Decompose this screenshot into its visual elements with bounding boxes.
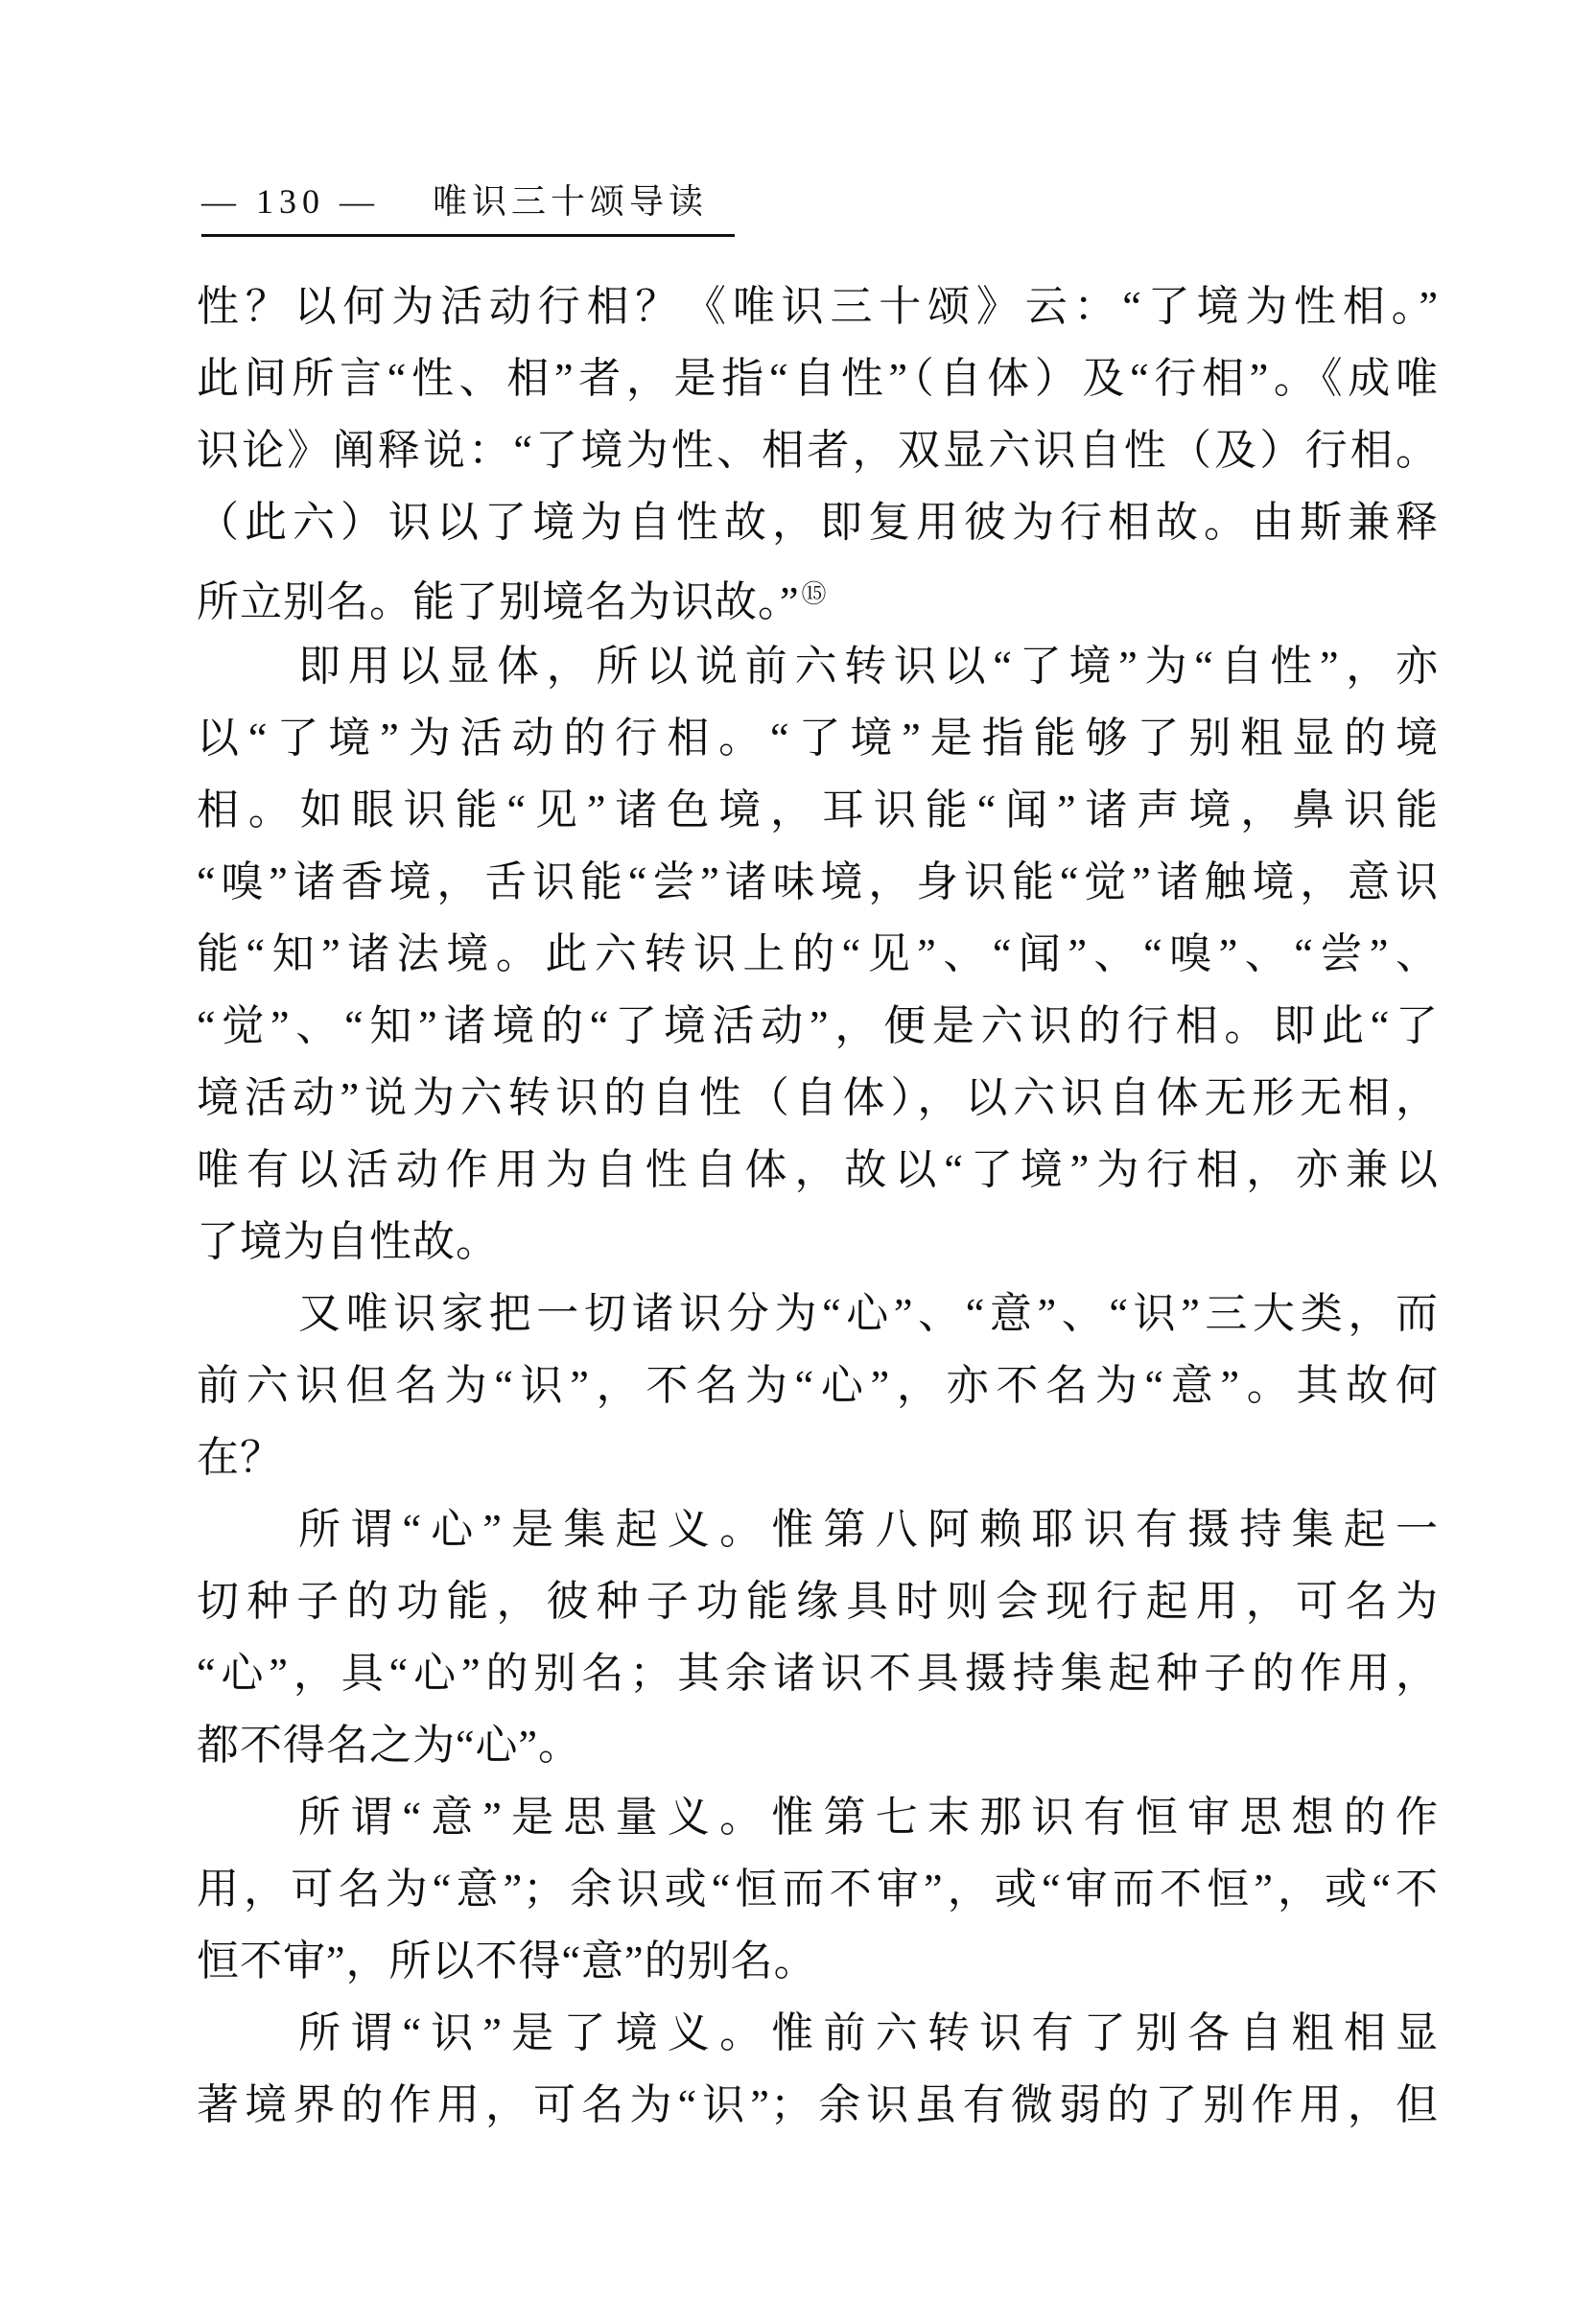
text-line — [197, 630, 1439, 702]
line-text: 性？以何为活动行相？《唯识三十颂》云：“了境为性相。” — [197, 283, 1439, 330]
text-line — [197, 846, 1439, 918]
text-line — [197, 1421, 1439, 1493]
text-line — [197, 414, 1439, 486]
text-line — [197, 1637, 1439, 1709]
line-text: “嗅”诸香境，舌识能“尝”诸味境，身识能“觉”诸触境，意识 — [197, 858, 1439, 905]
page-header — [201, 182, 735, 237]
text-line — [197, 270, 1439, 342]
line-text: 切种子的功能，彼种子功能缘具时则会现行起用，可名为 — [197, 1578, 1439, 1625]
text-line — [197, 1350, 1439, 1421]
line-text: 识论》阐释说：“了境为性、相者，双显六识自性（及）行相。 — [197, 427, 1439, 474]
text-line — [197, 1134, 1439, 1206]
text-line — [197, 1278, 1439, 1350]
text-line — [197, 990, 1439, 1062]
line-text: 都不得名之为“心”。 — [197, 1722, 582, 1769]
line-text: “心”，具“心”的别名；其余诸识不具摄持集起种子的作用， — [197, 1650, 1439, 1697]
text-line — [197, 1709, 1439, 1781]
line-text: 能“知”诸法境。此六转识上的“见”、“闻”、“嗅”、“尝”、 — [197, 930, 1439, 977]
text-line — [197, 1206, 1439, 1278]
line-text: 又唯识家把一切诸识分为“心”、“意”、“识”三大类，而 — [298, 1290, 1439, 1337]
line-text: 在？ — [197, 1434, 283, 1481]
line-text: “觉”、“知”诸境的“了境活动”，便是六识的行相。即此“了 — [197, 1002, 1439, 1049]
line-text: 恒不审”，所以不得“意”的别名。 — [197, 1937, 817, 1984]
line-text: 前六识但名为“识”，不名为“心”，亦不名为“意”。其故何 — [197, 1362, 1439, 1409]
page-number: — 130 — — [201, 182, 380, 221]
text-line — [197, 2069, 1439, 2141]
text-line — [197, 1565, 1439, 1637]
line-text: 所谓“意”是思量义。惟第七末那识有恒审思想的作 — [298, 1794, 1439, 1841]
line-text: 用，可名为“意”；余识或“恒而不审”，或“审而不恒”，或“不 — [197, 1866, 1439, 1913]
text-line — [197, 1853, 1439, 1925]
text-line — [197, 486, 1439, 558]
page-body — [197, 270, 1439, 2141]
book-title: 唯识三十颂导读 — [433, 182, 709, 221]
text-line — [197, 1997, 1439, 2069]
line-text: 境活动”说为六转识的自性（自体），以六识自体无形无相， — [197, 1074, 1439, 1121]
line-text: 所谓“心”是集起义。惟第八阿赖耶识有摄持集起一 — [298, 1506, 1439, 1553]
line-text: （此六）识以了境为自性故，即复用彼为行相故。由斯兼释 — [197, 499, 1439, 546]
text-line — [197, 774, 1439, 846]
line-text: 了境为自性故。 — [197, 1218, 499, 1265]
text-line — [197, 1062, 1439, 1134]
text-line — [197, 1925, 1439, 1997]
line-text: 以“了境”为活动的行相。“了境”是指能够了别粗显的境 — [197, 715, 1439, 762]
text-line — [197, 1493, 1439, 1565]
line-text: 此间所言“性、相”者，是指“自性”（自体）及“行相”。《成唯 — [197, 355, 1439, 402]
text-line — [197, 558, 1439, 630]
text-line — [197, 918, 1439, 990]
text-line — [197, 342, 1439, 414]
line-text: 所立别名。能了别境名为识故。” — [197, 578, 800, 625]
footnote-marker: ⑮ — [801, 580, 827, 608]
line-text: 唯有以活动作用为自性自体，故以“了境”为行相，亦兼以 — [197, 1146, 1439, 1193]
text-line — [197, 1781, 1439, 1853]
line-text: 著境界的作用，可名为“识”；余识虽有微弱的了别作用，但 — [197, 2081, 1439, 2128]
text-line — [197, 702, 1439, 774]
line-text: 所谓“识”是了境义。惟前六转识有了别各自粗相显 — [298, 2009, 1439, 2056]
line-text: 即用以显体，所以说前六转识以“了境”为“自性”，亦 — [298, 643, 1439, 690]
line-text: 相。如眼识能“见”诸色境，耳识能“闻”诸声境，鼻识能 — [197, 787, 1439, 834]
